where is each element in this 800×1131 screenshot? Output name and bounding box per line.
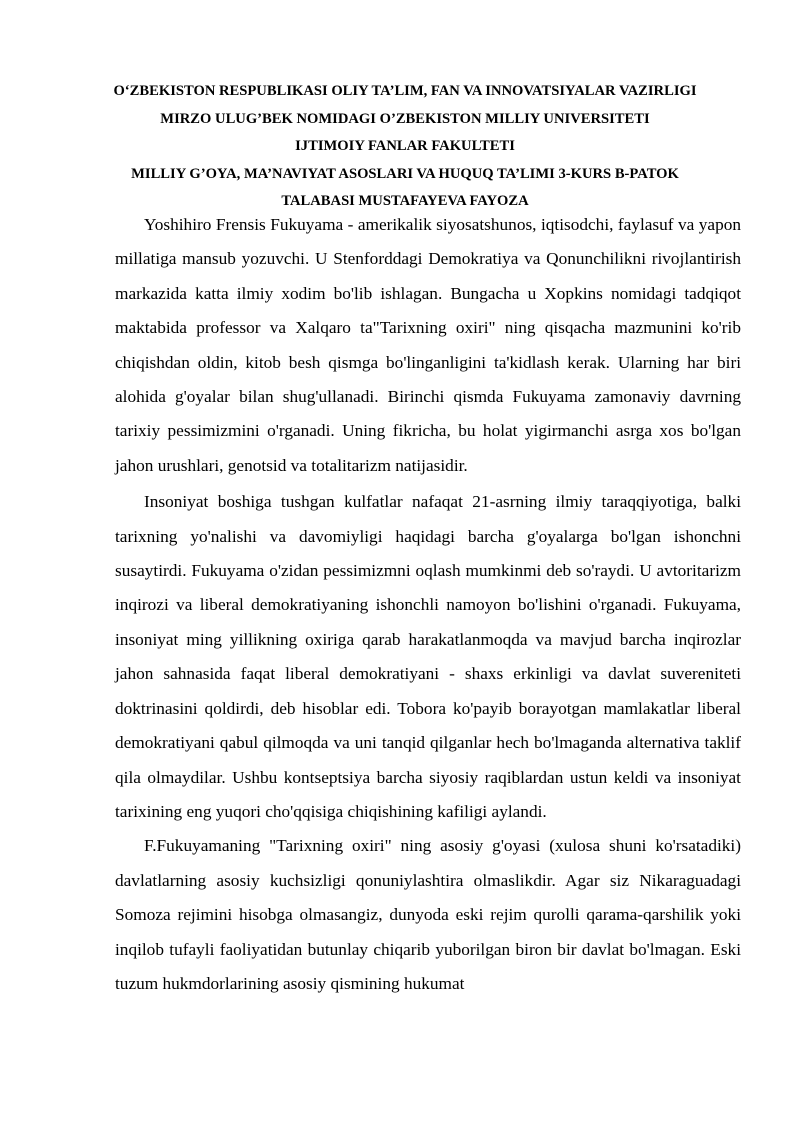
- header-student: TALABASI MUSTAFAYEVA FAYOZA: [281, 193, 529, 209]
- paragraph-2: Insoniyat boshiga tushgan kulfatlar nafaqat 21-asrning ilmiy taraqqiyotiga, balki tarixning yo'nalishi va davomiyligi haqidagi barcha g'oyalarga bo'lgan ishonchni susaytirdi. Fukuyama o'zidan pessimizmni oqlash mumkinmi deb so'raydi. U avtoritarizm inqirozi va liberal demokratiyaning ishonchli namoyon bo'lishini o'rganadi. Fukuyama, insoniyat ming yillikning oxiriga qarab harakatlanmoqda va mavjud barcha inqirozlar jahon sahnasida faqat liberal demokratiyani - shaxs erkinligi va davlat suvereniteti doktrinasini qoldirdi, deb hisoblar edi. Tobora ko'payib borayotgan mamlakatlar liberal demokratiyani qabul qilmoqda va uni tanqid qilganlar hech bo'lmaganda alternativa taklif qila olmaydilar. Ushbu kontseptsiya barcha siyosiy raqiblardan ustun keldi va insoniyat tarixining eng yuqori cho'qqisiga chiqishining kafiligi aylandi.: [115, 492, 741, 821]
- document-body: [115, 208, 741, 1001]
- header-ministry: O‘ZBEKISTON RESPUBLIKASI OLIY TA’LIM, FAN VA INNOVATSIYALAR VAZIRLIGI: [113, 83, 697, 99]
- header-course: MILLIY G’OYA, MA’NAVIYAT ASOSLARI VA HUQUQ TA’LIMI 3-KURS B-PATOK: [131, 165, 679, 182]
- paragraph-3: F.Fukuyamaning "Tarixning oxiri" ning asosiy g'oyasi (xulosa shuni ko'rsatadiki) davlatlarning asosiy kuchsizligi qonuniylashtira olmaslikdir. Agar siz Nikaraguadagi Somoza rejimini hisobga olmasangiz, dunyoda eski rejim qurolli qarama-qarshilik yoki inqilob tufayli faoliyatidan butunlay chiqarib yuborilgan biron bir davlat bo'lmagan. Eski tuzum hukmdorlarining asosiy qismining hukumat: [115, 836, 741, 993]
- document-header: [60, 78, 750, 216]
- paragraph-1: Yoshihiro Frensis Fukuyama - amerikalik siyosatshunos, iqtisodchi, faylasuf va yapon millatiga mansub yozuvchi. U Stenforddagi Demokratiya va Qonunchilikni rivojlantirish markazida katta ilmiy xodim bo'lib ishlagan. Bungacha u Xopkins nomidagi tadqiqot maktabida professor va Xalqaro ta"Tarixning oxiri" ning qisqacha mazmunini ko'rib chiqishdan oldin, kitob besh qismga bo'linganligini ta'kidlash kerak. Ularning har biri alohida g'oyalar bilan shug'ullanadi. Birinchi qismda Fukuyama zamonaviy davrning tarixiy pessimizmini o'rganadi. Uning fikricha, bu holat yigirmanchi asrga xos bo'lgan jahon urushlari, genotsid va totalitarizm natijasidir.: [115, 215, 741, 475]
- header-university: MIRZO ULUG’BEK NOMIDAGI O’ZBEKISTON MILLIY UNIVERSITETI: [160, 110, 650, 127]
- header-faculty: IJTIMOIY FANLAR FAKULTETI: [295, 138, 515, 154]
